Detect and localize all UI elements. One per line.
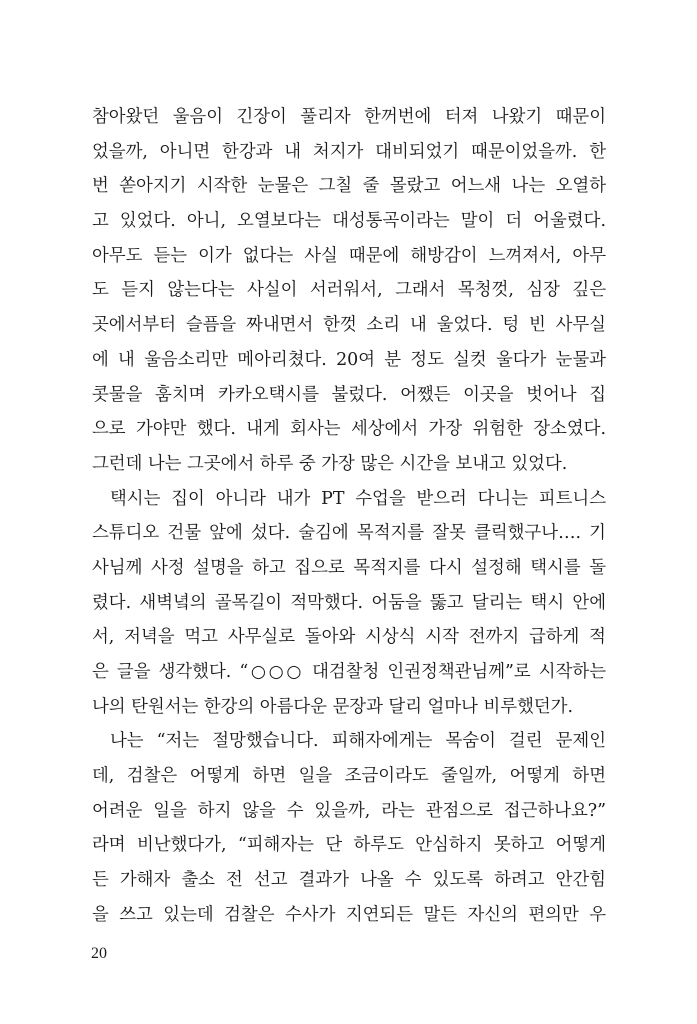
text-line: 그런데 나는 그곳에서 하루 중 가장 많은 시간을 보내고 있었다. [92, 453, 568, 474]
text-line: 데, 검찰은 어떻게 하면 일을 조금이라도 줄일까, 어떻게 하면 [92, 766, 606, 787]
text-line: 을 쓰고 있는데 검찰은 수사가 지연되든 말든 자신의 편의만 우 [92, 904, 606, 925]
text-line: 서, 저녁을 먹고 사무실로 돌아와 시상식 시작 전까지 급하게 적 [92, 627, 606, 648]
text-line: 스튜디오 건물 앞에 섰다. 술김에 목적지를 잘못 클릭했구나…. 기 [92, 523, 606, 544]
text-line: 고 있었다. 아니, 오열보다는 대성통곡이라는 말이 더 어울렸다. [92, 211, 606, 232]
text-line: 은 글을 생각했다. “○○○ 대검찰청 인권정책관님께”로 시작하는 [92, 662, 606, 682]
body-text [92, 100, 606, 933]
text-line: 참아왔던 울음이 긴장이 풀리자 한꺼번에 터져 나왔기 때문이 [92, 107, 606, 127]
text-line: 도 듣지 않는다는 사실이 서러워서, 그래서 목청껏, 심장 깊은 [92, 280, 606, 301]
page-number: 20 [91, 945, 107, 962]
text-line: 나의 탄원서는 한강의 아름다운 문장과 달리 얼마나 비루했던가. [92, 696, 574, 717]
text-line: 라며 비난했다가, “피해자는 단 하루도 안심하지 못하고 어떻게 [92, 835, 606, 856]
text-line: 으로 가야만 했다. 내게 회사는 세상에서 가장 위험한 장소였다. [92, 419, 606, 440]
text-line: 번 쏟아지기 시작한 눈물은 그칠 줄 몰랐고 어느새 나는 오열하 [92, 176, 606, 197]
text-line: 곳에서부터 슬픔을 짜내면서 한껏 소리 내 울었다. 텅 빈 사무실 [92, 315, 606, 336]
text-line: 사님께 사정 설명을 하고 집으로 목적지를 다시 설정해 택시를 돌 [92, 557, 606, 578]
text-line: 었을까, 아니면 한강과 내 처지가 대비되었기 때문이었을까. 한 [92, 141, 606, 162]
text-line: 택시는 집이 아니라 내가 PT 수업을 받으러 다니는 피트니스 [110, 488, 606, 509]
text-line: 어려운 일을 하지 않을 수 있을까, 라는 관점으로 접근하나요?” [92, 800, 606, 821]
text-line: 콧물을 훔치며 카카오택시를 불렀다. 어쨌든 이곳을 벗어나 집 [92, 384, 606, 405]
text-line: 렸다. 새벽녘의 골목길이 적막했다. 어둠을 뚫고 달리는 택시 안에 [92, 592, 606, 613]
text-line: 든 가해자 출소 전 선고 결과가 나올 수 있도록 하려고 안간힘 [92, 870, 606, 891]
text-line: 아무도 듣는 이가 없다는 사실 때문에 해방감이 느껴져서, 아무 [92, 245, 606, 266]
text-line: 나는 “저는 절망했습니다. 피해자에게는 목숨이 걸린 문제인 [110, 731, 606, 752]
text-line: 에 내 울음소리만 메아리쳤다. 20여 분 정도 실컷 울다가 눈물과 [92, 349, 606, 370]
